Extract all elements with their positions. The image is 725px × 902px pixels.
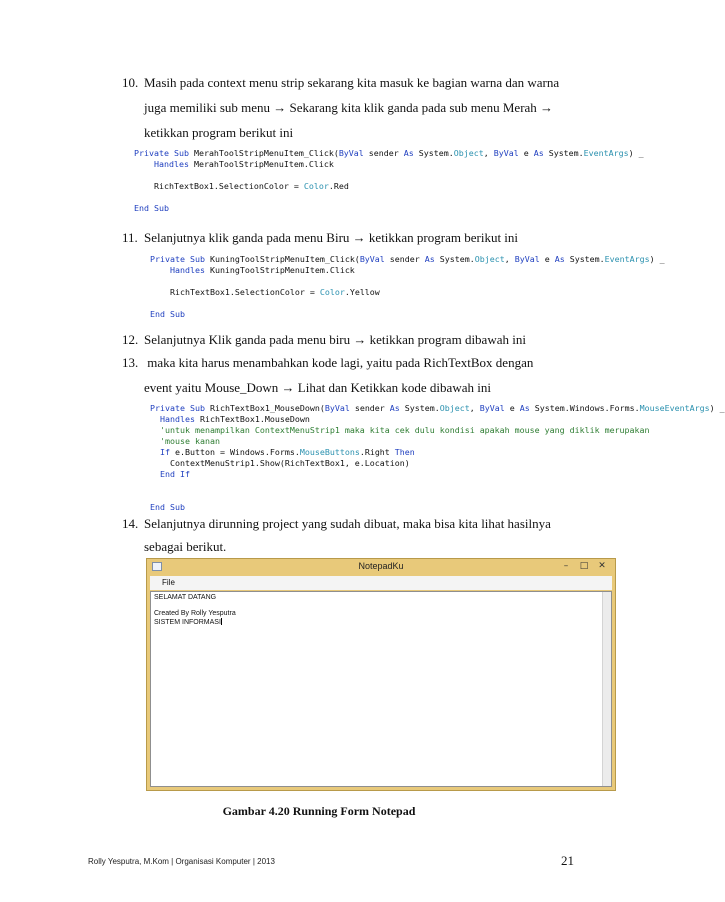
close-icon[interactable]: ✕ (598, 561, 606, 571)
step-12 (122, 332, 526, 347)
minimize-icon[interactable]: – (563, 561, 569, 571)
window-title: NotepadKu (358, 561, 404, 571)
window-titlebar[interactable] (147, 559, 615, 576)
step-number: 11. (122, 230, 138, 245)
vertical-scrollbar[interactable] (602, 592, 611, 786)
maximize-icon[interactable]: □ (579, 561, 589, 571)
code-block-kuning: Private Sub KuningToolStripMenuItem_Click(ByVal sender As System.Object, ByVal e As System.EventArgs) _ Handles KuningToolStripMenuItem.Click RichTextBox1.SelectionColor = Color.Yellow End Sub (150, 254, 665, 319)
rich-text-content (154, 594, 236, 626)
menu-file[interactable]: File (162, 578, 175, 587)
menu-bar (150, 576, 612, 590)
step-10-line-3: ketikkan program berikut ini (144, 125, 294, 140)
step-13-line-2: event yaitu Mouse_Down → Lihat dan Ketikkan kode dibawah ini (144, 380, 491, 395)
notepadku-window (146, 558, 616, 791)
step-14-line-2: sebagai berikut. (144, 539, 227, 554)
page-footer: Rolly Yesputra, M.Kom | Organisasi Komputer | 2013 (88, 857, 275, 866)
window-controls (557, 560, 611, 574)
code-block-mousedown: Private Sub RichTextBox1_MouseDown(ByVal sender As System.Object, ByVal e As System.Windows.Forms.MouseEventArgs) _ Handles RichTextBox1.MouseDown 'untuk menampilkan ContextMenuStrip1 maka kita cek dulu kondisi apakah mouse yang diklik merupakan 'mouse kanan If e.Button = Windows.Forms.MouseButtons.Right Then ContextMenuStrip1.Show(RichTextBox1, e.Location) End If End Sub (150, 403, 725, 512)
code-block-merah: Private Sub MerahToolStripMenuItem_Click(ByVal sender As System.Object, ByVal e As System.EventArgs) _ Handles MerahToolStripMenuItem.Click RichTextBox1.SelectionColor = Color.Red End Sub (134, 148, 644, 213)
page-number: 21 (561, 853, 574, 868)
step-10-line-2: juga memiliki sub menu → Sekarang kita klik ganda pada sub menu Merah → (144, 100, 554, 115)
text-cursor (221, 618, 222, 625)
editor-line (154, 602, 236, 610)
rich-text-box[interactable] (150, 591, 612, 787)
step-13 (122, 355, 533, 370)
step-11 (122, 230, 518, 245)
step-10 (122, 75, 559, 90)
figure-caption: Gambar 4.20 Running Form Notepad (222, 804, 416, 818)
step-number: 10. (122, 75, 139, 90)
step-number: 14. (122, 516, 139, 531)
step-number: 12. (122, 332, 139, 347)
step-text: Masih pada context menu strip sekarang kita masuk ke bagian warna dan warna (144, 75, 560, 90)
editor-line: SISTEM INFORMASI (154, 619, 221, 626)
step-text: Selanjutnya dirunning project yang sudah dibuat, maka bisa kita lihat hasilnya (144, 516, 551, 531)
step-text: Selanjutnya Klik ganda pada menu biru → ketikkan program dibawah ini (144, 332, 526, 347)
step-text: Selanjutnya klik ganda pada menu Biru → ketikkan program berikut ini (144, 230, 519, 245)
editor-line: SELAMAT DATANG (154, 594, 217, 601)
editor-line: Created By Rolly Yesputra (154, 610, 236, 617)
step-text: maka kita harus menambahkan kode lagi, yaitu pada RichTextBox dengan (147, 355, 534, 370)
step-14 (122, 516, 551, 531)
step-number: 13. (122, 355, 139, 370)
